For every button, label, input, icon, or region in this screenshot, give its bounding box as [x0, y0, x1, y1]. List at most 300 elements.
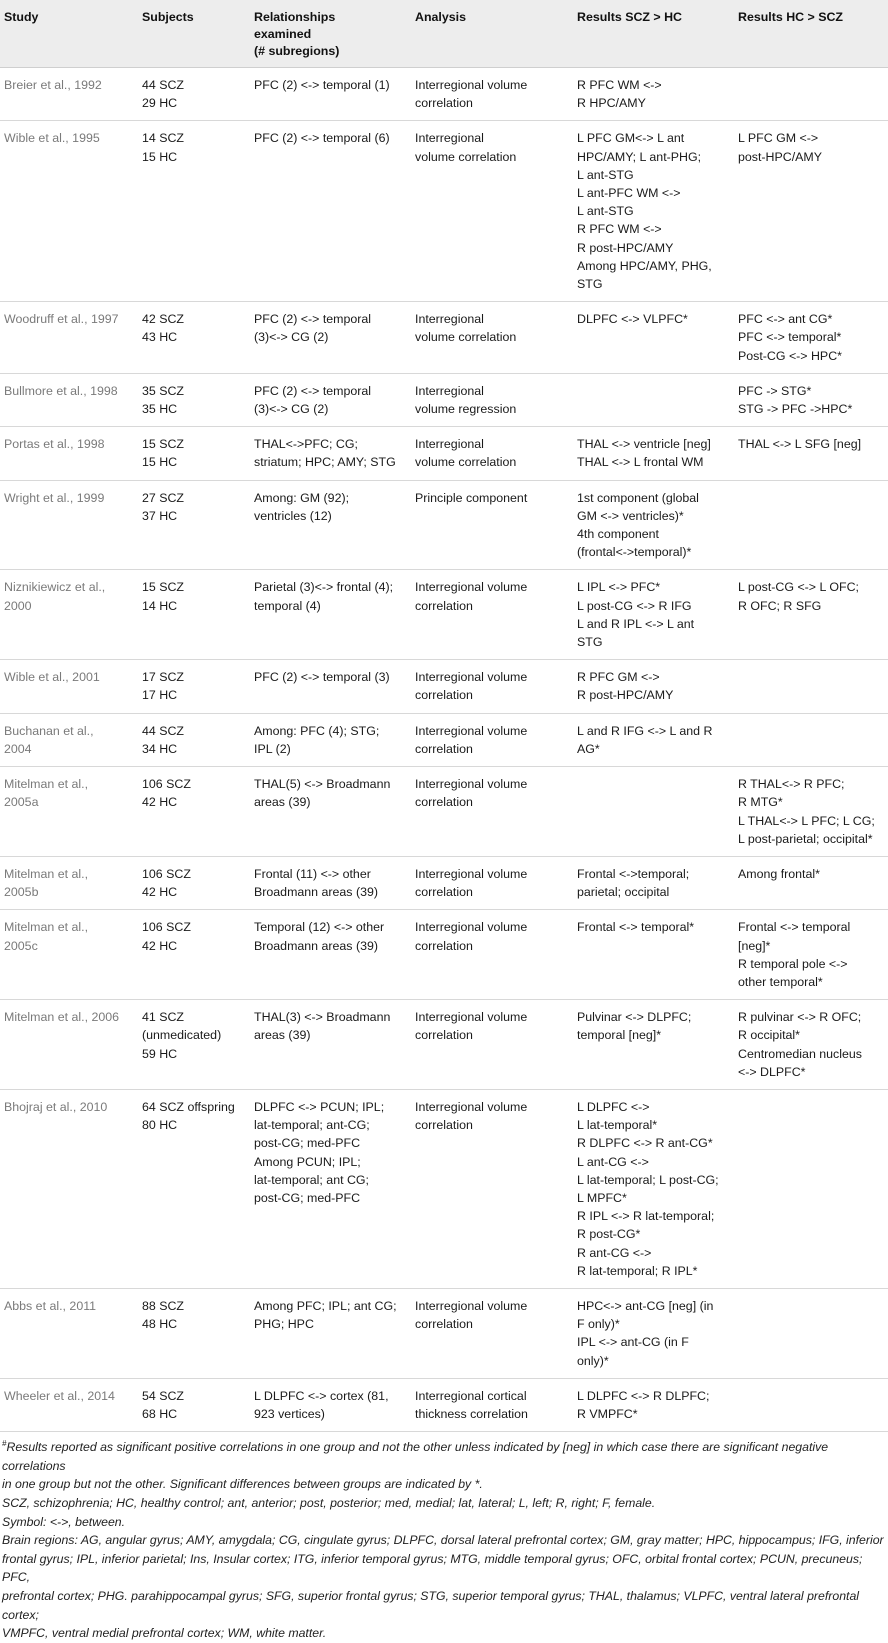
cell-analysis — [411, 1288, 573, 1378]
cell-results-hc-gt-scz — [734, 570, 888, 660]
cell-results-hc-gt-scz — [734, 121, 888, 302]
table-row — [0, 1000, 888, 1090]
cell-analysis — [411, 480, 573, 570]
cell-line: THAL <-> L frontal WM — [577, 455, 704, 470]
cell-subjects — [138, 1089, 250, 1288]
cell-line: correlation — [415, 598, 473, 613]
cell-study — [0, 121, 138, 302]
cell-line: Among: GM (92); — [254, 490, 350, 505]
cell-line: Bhojraj et al., 2010 — [4, 1099, 108, 1114]
cell-line: Frontal <->temporal; — [577, 866, 690, 881]
cell-line: parietal; occipital — [577, 885, 670, 900]
cell-relationships — [250, 1378, 411, 1431]
cell-line: 2005c — [4, 938, 38, 953]
cell-line: R post-HPC/AMY — [577, 688, 674, 703]
cell-line: L post-parietal; occipital* — [738, 831, 873, 846]
cell-line: 80 HC — [142, 1118, 178, 1133]
cell-study — [0, 1089, 138, 1288]
cell-results-scz-gt-hc — [573, 373, 734, 426]
cell-line: R post-CG* — [577, 1227, 641, 1242]
cell-analysis — [411, 713, 573, 766]
cell-subjects — [138, 1288, 250, 1378]
cell-results-hc-gt-scz — [734, 302, 888, 374]
cell-analysis — [411, 1378, 573, 1431]
cell-subjects — [138, 427, 250, 480]
cell-line: <-> DLPFC* — [738, 1064, 806, 1079]
cell-line: Among: PFC (4); STG; — [254, 723, 380, 738]
column-header-results-scz-gt-hc — [573, 0, 734, 68]
cell-results-scz-gt-hc — [573, 856, 734, 909]
cell-line: L PFC GM<-> L ant — [577, 131, 685, 146]
cell-line: THAL(3) <-> Broadmann — [254, 1010, 391, 1025]
cell-line: Frontal <-> temporal — [738, 920, 851, 935]
cell-line: volume correlation — [415, 330, 517, 345]
cell-study — [0, 68, 138, 121]
cell-line: areas (39) — [254, 1028, 311, 1043]
cell-line: Portas et al., 1998 — [4, 437, 105, 452]
cell-line: 34 HC — [142, 741, 178, 756]
cell-subjects — [138, 68, 250, 121]
cell-line: L THAL<-> L PFC; L CG; — [738, 813, 875, 828]
cell-line: Interregional — [415, 312, 484, 327]
footnote-abbreviations: SCZ, schizophrenia; HC, healthy control; ant, anterior; post, posterior; med, medial; lat, lateral; L, left; R, right; F, female. — [2, 1495, 656, 1510]
cell-results-hc-gt-scz — [734, 480, 888, 570]
cell-analysis — [411, 1089, 573, 1288]
cell-line: correlation — [415, 1118, 473, 1133]
cell-line: R occipital* — [738, 1028, 800, 1043]
cell-line: 15 HC — [142, 455, 178, 470]
cell-line: L DLPFC <-> cortex (81, — [254, 1388, 389, 1403]
cell-line: Wible et al., 1995 — [4, 131, 100, 146]
table-row — [0, 121, 888, 302]
column-header-subjects — [138, 0, 250, 68]
cell-results-scz-gt-hc — [573, 302, 734, 374]
cell-subjects — [138, 373, 250, 426]
cell-line: 923 vertices) — [254, 1406, 325, 1421]
footnote-line: prefrontal cortex; PHG. parahippocampal gyrus; SFG, superior frontal gyrus; STG, superior temporal gyrus; THAL, thalamus; VLPFC, ventral lateral prefrontal cortex; — [2, 1588, 860, 1622]
cell-line: R MTG* — [738, 795, 783, 810]
cell-line: Post-CG <-> HPC* — [738, 348, 842, 363]
cell-analysis — [411, 68, 573, 121]
cell-line: 14 HC — [142, 598, 178, 613]
cell-line: 2005b — [4, 885, 39, 900]
cell-line: correlation — [415, 938, 473, 953]
cell-analysis — [411, 373, 573, 426]
cell-study — [0, 480, 138, 570]
cell-results-scz-gt-hc — [573, 68, 734, 121]
cell-line: L PFC GM <-> — [738, 131, 819, 146]
cell-line: 17 SCZ — [142, 670, 185, 685]
cell-line: 27 SCZ — [142, 490, 185, 505]
cell-line: DLPFC <-> VLPFC* — [577, 312, 688, 327]
cell-line: [neg]* — [738, 938, 771, 953]
cell-line: R ant-CG <-> — [577, 1245, 652, 1260]
cell-line: 44 SCZ — [142, 723, 185, 738]
cell-line: Interregional cortical — [415, 1388, 527, 1403]
cell-analysis — [411, 1000, 573, 1090]
cell-line: IPL <-> ant-CG (in F — [577, 1335, 689, 1350]
cell-analysis — [411, 570, 573, 660]
cell-line: L post-CG <-> L OFC; — [738, 580, 859, 595]
header-line: examined — [254, 27, 312, 41]
cell-line: R OFC; R SFG — [738, 598, 822, 613]
cell-line: (3)<-> CG (2) — [254, 402, 329, 417]
cell-line: 29 HC — [142, 96, 178, 111]
column-header-results-hc-gt-scz — [734, 0, 888, 68]
cell-line: THAL <-> L SFG [neg] — [738, 437, 862, 452]
cell-line: L ant-STG — [577, 204, 634, 219]
cell-study — [0, 1378, 138, 1431]
cell-line: PHG; HPC — [254, 1317, 314, 1332]
cell-line: R IPL <-> R lat-temporal; — [577, 1209, 715, 1224]
cell-line: ventricles (12) — [254, 508, 332, 523]
table-row — [0, 767, 888, 857]
cell-results-hc-gt-scz — [734, 856, 888, 909]
cell-line: post-HPC/AMY — [738, 149, 822, 164]
cell-line: Interregional volume — [415, 866, 528, 881]
cell-line: PFC (2) <-> temporal (6) — [254, 131, 390, 146]
cell-line: THAL <-> ventricle [neg] — [577, 437, 711, 452]
table-footnotes — [0, 1432, 888, 1643]
cell-subjects — [138, 767, 250, 857]
cell-line: Woodruff et al., 1997 — [4, 312, 119, 327]
cell-subjects — [138, 910, 250, 1000]
cell-line: IPL (2) — [254, 741, 291, 756]
cell-line: HPC<-> ant-CG [neg] (in — [577, 1298, 714, 1313]
footnote-line — [2, 1475, 884, 1494]
cell-analysis — [411, 767, 573, 857]
cell-results-hc-gt-scz — [734, 1378, 888, 1431]
cell-line: 43 HC — [142, 330, 178, 345]
cell-relationships — [250, 767, 411, 857]
cell-line: Interregional volume — [415, 580, 528, 595]
cell-results-scz-gt-hc — [573, 427, 734, 480]
cell-line: THAL<->PFC; CG; — [254, 437, 358, 452]
cell-relationships — [250, 660, 411, 713]
cell-subjects — [138, 713, 250, 766]
cell-line: STG -> PFC ->HPC* — [738, 402, 853, 417]
cell-line: PFC (2) <-> temporal — [254, 383, 372, 398]
cell-line: temporal [neg]* — [577, 1028, 662, 1043]
header-line: Results HC > SCZ — [738, 10, 843, 24]
cell-results-scz-gt-hc — [573, 480, 734, 570]
column-header-study — [0, 0, 138, 68]
cell-line: GM <-> ventricles)* — [577, 508, 684, 523]
cell-relationships — [250, 121, 411, 302]
cell-line: 42 HC — [142, 885, 178, 900]
cell-line: HPC/AMY; L ant-PHG; — [577, 149, 702, 164]
cell-relationships — [250, 427, 411, 480]
cell-line: PFC <-> ant CG* — [738, 312, 833, 327]
cell-line: Among PFC; IPL; ant CG; — [254, 1298, 397, 1313]
header-line: Analysis — [415, 10, 466, 24]
cell-line: correlation — [415, 688, 473, 703]
table-row — [0, 1378, 888, 1431]
cell-study — [0, 302, 138, 374]
cell-results-scz-gt-hc — [573, 121, 734, 302]
cell-relationships — [250, 910, 411, 1000]
cell-line: 4th component — [577, 527, 659, 542]
cell-line: 1st component (global — [577, 490, 699, 505]
cell-line: R THAL<-> R PFC; — [738, 777, 845, 792]
cell-line: Wright et al., 1999 — [4, 490, 105, 505]
header-line: Results SCZ > HC — [577, 10, 682, 24]
cell-relationships — [250, 1000, 411, 1090]
cell-line: Pulvinar <-> DLPFC; — [577, 1010, 692, 1025]
header-line: Subjects — [142, 10, 194, 24]
cell-results-hc-gt-scz — [734, 68, 888, 121]
footnote-line: Brain regions: AG, angular gyrus; AMY, amygdala; CG, cingulate gyrus; DLPFC, dorsal lateral prefrontal cortex; GM, gray matter; HPC, hippocampus; IFG, inferior — [2, 1533, 884, 1548]
cell-line: only)* — [577, 1353, 609, 1368]
cell-line: L ant-STG — [577, 167, 634, 182]
cell-line: 15 SCZ — [142, 580, 185, 595]
cell-line: 37 HC — [142, 508, 178, 523]
cell-line: correlation — [415, 741, 473, 756]
cell-results-scz-gt-hc — [573, 1378, 734, 1431]
cell-line: Interregional — [415, 383, 484, 398]
cell-line: 42 HC — [142, 938, 178, 953]
cell-line: Interregional volume — [415, 777, 528, 792]
cell-line: R lat-temporal; R IPL* — [577, 1263, 698, 1278]
cell-line: correlation — [415, 885, 473, 900]
cell-line: volume correlation — [415, 455, 517, 470]
cell-line: thickness correlation — [415, 1406, 528, 1421]
cell-line: (frontal<->temporal)* — [577, 545, 692, 560]
cell-line: L ant-CG <-> — [577, 1154, 649, 1169]
cell-subjects — [138, 570, 250, 660]
cell-subjects — [138, 1000, 250, 1090]
cell-results-scz-gt-hc — [573, 660, 734, 713]
cell-line: 14 SCZ — [142, 131, 185, 146]
cell-line: 48 HC — [142, 1317, 178, 1332]
table-row — [0, 713, 888, 766]
footnote-line — [2, 1438, 884, 1475]
table-row — [0, 373, 888, 426]
cell-line: R PFC GM <-> — [577, 670, 660, 685]
cell-relationships — [250, 856, 411, 909]
cell-line: THAL(5) <-> Broadmann — [254, 777, 391, 792]
cell-results-scz-gt-hc — [573, 1288, 734, 1378]
cell-line: R PFC WM <-> — [577, 222, 662, 237]
cell-study — [0, 660, 138, 713]
cell-line: Interregional volume — [415, 670, 528, 685]
cell-line: 59 HC — [142, 1046, 178, 1061]
cell-line: Interregional volume — [415, 1099, 528, 1114]
cell-line: 42 SCZ — [142, 312, 185, 327]
cell-line: Interregional — [415, 131, 484, 146]
cell-relationships — [250, 302, 411, 374]
cell-line: R HPC/AMY — [577, 96, 646, 111]
cell-study — [0, 910, 138, 1000]
cell-line: L MPFC* — [577, 1190, 627, 1205]
cell-line: L and R IPL <-> L ant — [577, 616, 695, 631]
cell-line: Frontal <-> temporal* — [577, 920, 695, 935]
cell-study — [0, 767, 138, 857]
footnote-symbol: Symbol: <->, between. — [2, 1514, 126, 1529]
footnote-text: Results reported as significant positive correlations in one group and not the other unless indicated by [neg] in which case there are significant negative correlations — [2, 1440, 829, 1473]
cell-line: Interregional volume — [415, 723, 528, 738]
cell-line: 64 SCZ offspring — [142, 1099, 235, 1114]
cell-line: Wible et al., 2001 — [4, 670, 100, 685]
cell-line: volume correlation — [415, 149, 517, 164]
cell-line: areas (39) — [254, 795, 311, 810]
cell-subjects — [138, 856, 250, 909]
cell-line: AG* — [577, 741, 600, 756]
cell-line: PFC -> STG* — [738, 383, 812, 398]
cell-results-hc-gt-scz — [734, 1000, 888, 1090]
table-row — [0, 1089, 888, 1288]
cell-line: temporal (4) — [254, 598, 321, 613]
cell-relationships — [250, 1089, 411, 1288]
cell-line: correlation — [415, 96, 473, 111]
cell-line: 2005a — [4, 795, 39, 810]
footnote-mark: # — [2, 1439, 7, 1449]
cell-line: R pulvinar <-> R OFC; — [738, 1010, 862, 1025]
footnote-line: VMPFC, ventral medial prefrontal cortex; WM, white matter. — [2, 1626, 327, 1641]
cell-study — [0, 1288, 138, 1378]
cell-analysis — [411, 427, 573, 480]
cell-line: 35 HC — [142, 402, 178, 417]
cell-line: Niznikiewicz et al., — [4, 580, 106, 595]
cell-results-hc-gt-scz — [734, 910, 888, 1000]
cell-line: Broadmann areas (39) — [254, 938, 378, 953]
cell-line: Interregional volume — [415, 1010, 528, 1025]
cell-subjects — [138, 302, 250, 374]
cell-line: 68 HC — [142, 1406, 178, 1421]
cell-study — [0, 856, 138, 909]
cell-line: L ant-PFC WM <-> — [577, 186, 681, 201]
header-line: Relationships — [254, 10, 336, 24]
table-row — [0, 570, 888, 660]
cell-line: 54 SCZ — [142, 1388, 185, 1403]
cell-analysis — [411, 856, 573, 909]
cell-line: Centromedian nucleus — [738, 1046, 862, 1061]
cell-line: L IPL <-> PFC* — [577, 580, 661, 595]
cell-line: post-CG; med-PFC — [254, 1136, 361, 1151]
cell-line: R VMPFC* — [577, 1406, 638, 1421]
cell-analysis — [411, 302, 573, 374]
table-body — [0, 68, 888, 1432]
cell-line: 106 SCZ — [142, 866, 191, 881]
footnote-text: in one group but not the other. Significant differences between groups are indicated by *. — [2, 1477, 483, 1492]
cell-results-hc-gt-scz — [734, 767, 888, 857]
cell-analysis — [411, 660, 573, 713]
cell-line: 17 HC — [142, 688, 178, 703]
table-row — [0, 1288, 888, 1378]
cell-line: 88 SCZ — [142, 1298, 185, 1313]
cell-line: Broadmann areas (39) — [254, 885, 378, 900]
cell-line: volume regression — [415, 402, 517, 417]
cell-line: Parietal (3)<-> frontal (4); — [254, 580, 394, 595]
cell-subjects — [138, 121, 250, 302]
cell-results-scz-gt-hc — [573, 713, 734, 766]
cell-line: R DLPFC <-> R ant-CG* — [577, 1136, 713, 1151]
cell-line: Bullmore et al., 1998 — [4, 383, 118, 398]
cell-line: Among PCUN; IPL; — [254, 1154, 361, 1169]
table-row — [0, 660, 888, 713]
column-header-relationships — [250, 0, 411, 68]
cell-line: 15 HC — [142, 149, 178, 164]
cell-line: Abbs et al., 2011 — [4, 1298, 97, 1313]
cell-results-scz-gt-hc — [573, 910, 734, 1000]
cell-line: 2000 — [4, 598, 32, 613]
cell-line: 35 SCZ — [142, 383, 185, 398]
cell-line: L lat-temporal* — [577, 1118, 658, 1133]
cell-results-hc-gt-scz — [734, 713, 888, 766]
cell-study — [0, 1000, 138, 1090]
cell-results-scz-gt-hc — [573, 1000, 734, 1090]
cell-line: other temporal* — [738, 974, 823, 989]
cell-line: Wheeler et al., 2014 — [4, 1388, 115, 1403]
cell-line: PFC <-> temporal* — [738, 330, 842, 345]
cell-line: 2004 — [4, 741, 32, 756]
cell-line: L DLPFC <-> — [577, 1099, 650, 1114]
cell-line: 106 SCZ — [142, 920, 191, 935]
cell-line: Interregional — [415, 437, 484, 452]
cell-line: lat-temporal; ant CG; — [254, 1172, 370, 1187]
cell-line: (unmedicated) — [142, 1028, 222, 1043]
cell-line: L DLPFC <-> R DLPFC; — [577, 1388, 710, 1403]
cell-line: Interregional volume — [415, 78, 528, 92]
cell-line: STG — [577, 277, 603, 292]
cell-line: R temporal pole <-> — [738, 956, 848, 971]
cell-line: Interregional volume — [415, 1298, 528, 1313]
cell-line: PFC (2) <-> temporal (3) — [254, 670, 390, 685]
cell-line: Buchanan et al., — [4, 723, 94, 738]
header-line: Study — [4, 10, 39, 24]
cell-relationships — [250, 570, 411, 660]
cell-results-hc-gt-scz — [734, 373, 888, 426]
cell-analysis — [411, 121, 573, 302]
cell-line: Mitelman et al., — [4, 866, 89, 881]
cell-line: Mitelman et al., 2006 — [4, 1010, 120, 1025]
cell-line: 41 SCZ — [142, 1010, 185, 1025]
cell-line: correlation — [415, 1028, 473, 1043]
cell-line: Frontal (11) <-> other — [254, 866, 371, 881]
table-row — [0, 302, 888, 374]
cell-line: PFC (2) <-> temporal — [254, 312, 372, 327]
cell-line: correlation — [415, 795, 473, 810]
cell-line: R PFC WM <-> — [577, 78, 662, 92]
cell-line: 15 SCZ — [142, 437, 185, 452]
cell-line: L lat-temporal; L post-CG; — [577, 1172, 719, 1187]
cell-line: Mitelman et al., — [4, 777, 89, 792]
footnote-significance — [2, 1438, 884, 1494]
cell-line: striatum; HPC; AMY; STG — [254, 455, 396, 470]
cell-study — [0, 570, 138, 660]
cell-line: 42 HC — [142, 795, 178, 810]
cell-line: STG — [577, 635, 603, 650]
cell-results-scz-gt-hc — [573, 570, 734, 660]
cell-line: L and R IFG <-> L and R — [577, 723, 713, 738]
table-row — [0, 480, 888, 570]
cell-relationships — [250, 1288, 411, 1378]
cell-results-hc-gt-scz — [734, 1089, 888, 1288]
table-row — [0, 68, 888, 121]
cell-line: (3)<-> CG (2) — [254, 330, 329, 345]
cell-line: Mitelman et al., — [4, 920, 89, 935]
cell-line: post-CG; med-PFC — [254, 1190, 361, 1205]
cell-line: lat-temporal; ant-CG; — [254, 1118, 370, 1133]
cell-relationships — [250, 713, 411, 766]
cell-results-scz-gt-hc — [573, 1089, 734, 1288]
cell-line: Breier et al., 1992 — [4, 78, 102, 92]
cell-line: DLPFC <-> PCUN; IPL; — [254, 1099, 385, 1114]
cell-line: Interregional volume — [415, 920, 528, 935]
cell-relationships — [250, 480, 411, 570]
cell-relationships — [250, 68, 411, 121]
table-row — [0, 856, 888, 909]
